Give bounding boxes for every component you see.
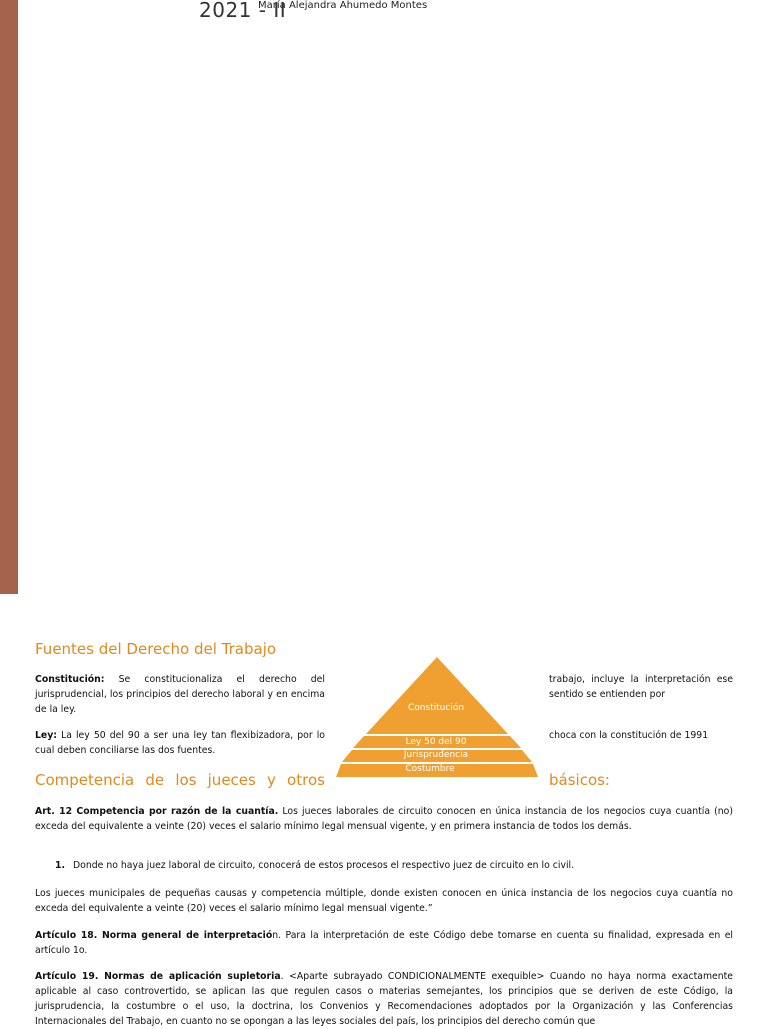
municipales-paragraph: Los jueces municipales de pequeñas causas y competencia múltiple, donde existen conocen en única instancia de los negocios cuya cuantía no exceda del equivalente a veinte (20) veces el salario mínimo legal mensual vigente.”	[35, 888, 733, 914]
art12-text: Los jueces laborales de circuito conocen en única instancia de los negocios cuya cuantía (no) exceda del equivalente a veinte (20) veces el salario mínimo legal mensual vigente, y en primera instancia de todos los demás.	[35, 806, 733, 832]
art19-text: . <Aparte subrayado CONDICIONALMENTE exequible> Cuando no haya norma exactamente aplicable al caso controvertido, se aplican las que regulen casos o materias semejantes, los principios que se deriven de este Código, la jurisprudencia, la costumbre o el uso, la doctrina, los Convenios y Recomendaciones adoptados por la Organización y las Conferencias Internacionales del Trabajo, en cuanto no se opongan a las leyes sociales del país, los principios del derecho común que	[35, 971, 733, 1027]
competencia-title-end: básicos:	[549, 771, 610, 789]
ley-term: Ley:	[35, 730, 58, 741]
art19-paragraph	[35, 969, 733, 1029]
pyramid-level-constitucion	[366, 657, 508, 734]
constitucion-paragraph-left	[35, 672, 325, 717]
art18-text: n. Para la interpretación de este Código debe tomarse en cuenta su finalidad, expresada en el artículo 1o.	[35, 930, 734, 956]
list-number: 1.	[55, 860, 66, 871]
pyramid-label-jurisprudencia: Jurisprudencia	[403, 750, 469, 760]
pyramid-label-ley: Ley 50 del 90	[405, 737, 467, 747]
competencia-title-word: otros	[287, 771, 325, 789]
cover-year: 2021 - II	[199, 0, 287, 22]
art18-term: Artículo 18. Norma general de interpretació	[35, 930, 273, 941]
art19-term: Artículo 19. Normas de aplicación supletoria	[35, 971, 281, 982]
competencia-title-word: de	[145, 771, 165, 789]
cover-side-bar	[0, 0, 18, 594]
list-item	[55, 860, 574, 871]
competencia-title-word: y	[267, 771, 276, 789]
fuentes-title: Fuentes del Derecho del Trabajo	[35, 640, 277, 658]
ley-paragraph-right: choca con la constitución de 1991	[549, 730, 709, 741]
constitucion-text-left: Se constitucionaliza el derecho del jurisprudencial, los principios del derecho laboral y en encima de la ley.	[35, 674, 325, 715]
art12-term: Art. 12 Competencia por razón de la cuantía.	[35, 806, 279, 817]
cover-author: María Alejandra Ahumedo Montes	[258, 0, 428, 11]
art18-paragraph	[35, 928, 733, 958]
competencia-title-word: los	[175, 771, 197, 789]
constitucion-term: Constitución:	[35, 674, 105, 685]
sources-pyramid	[336, 657, 538, 783]
pyramid-label-costumbre: Costumbre	[405, 764, 455, 774]
pyramid-label-constitucion: Constitución	[407, 703, 465, 713]
competencia-title-word: Competencia	[35, 771, 135, 789]
ley-text-left: La ley 50 del 90 a ser una ley tan flexibizadora, por lo cual deben conciliarse las dos fuentes.	[35, 730, 325, 756]
competencia-title-word: jueces	[207, 771, 256, 789]
pyramid-graphic	[336, 657, 538, 779]
list-text: Donde no haya juez laboral de circuito, conocerá de estos procesos el respectivo juez de circuito en lo civil.	[73, 860, 575, 871]
ley-paragraph-left	[35, 728, 325, 758]
art12-paragraph	[35, 804, 733, 834]
constitucion-paragraph-right: trabajo, incluye la interpretación ese sentido se entienden por	[549, 674, 733, 700]
